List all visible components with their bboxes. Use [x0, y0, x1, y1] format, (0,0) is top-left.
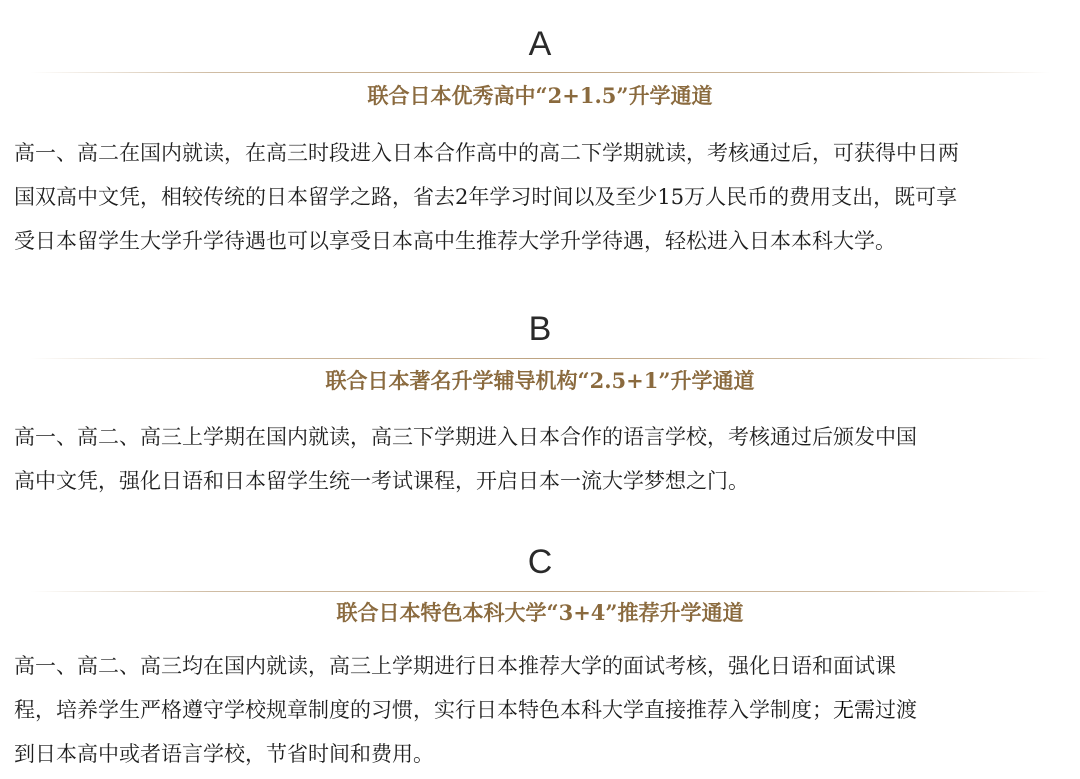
body-line: 高一、高二、高三均在国内就读，高三上学期进行日本推荐大学的面试考核，强化日语和面试课 — [14, 654, 896, 678]
body-line — [14, 688, 1070, 732]
body-line: 高中文凭，强化日语和日本留学生统一考试课程，开启日本一流大学梦想之门。 — [14, 469, 749, 493]
section-title: 联合日本优秀高中“2+1.5”升学通道 — [367, 83, 713, 108]
section-letter: C — [527, 543, 553, 581]
section-letter: A — [528, 25, 552, 63]
section-body — [14, 415, 1070, 503]
body-line-text: 程，培养学生严格遵守学校规章制度的习惯，实行日本特色本科大学直接推荐入学制度； — [14, 698, 833, 722]
section-title: 联合日本著名升学辅导机构“2.5+1”升学通道 — [325, 368, 755, 393]
section-divider — [30, 591, 1050, 592]
section-body — [14, 644, 1070, 776]
body-line: 高一、高二、高三上学期在国内就读，高三下学期进入日本合作的语言学校，考核通过后颁发中国 — [14, 425, 917, 449]
section-divider — [30, 358, 1050, 359]
body-line: 国双高中文凭，相较传统的日本留学之路，省去2年学习时间以及至少15万人民币的费用支出，既可享 — [14, 185, 958, 209]
section-divider — [30, 72, 1050, 73]
body-line: 受日本留学生大学升学待遇也可以享受日本高中生推荐大学升学待遇，轻松进入日本本科大学。 — [14, 229, 896, 253]
body-line: 到日本高中或者语言学校，节省时间和费用。 — [14, 742, 434, 766]
section-letter: B — [528, 310, 552, 348]
body-line-tail: 过渡 — [875, 698, 917, 722]
section-title: 联合日本特色本科大学“3+4”推荐升学通道 — [336, 600, 744, 625]
body-line: 高一、高二在国内就读，在高三时段进入日本合作高中的高二下学期就读，考核通过后，可获得中日两 — [14, 141, 959, 165]
emphasis-text: 无需 — [833, 698, 875, 722]
section-body — [14, 131, 1070, 263]
